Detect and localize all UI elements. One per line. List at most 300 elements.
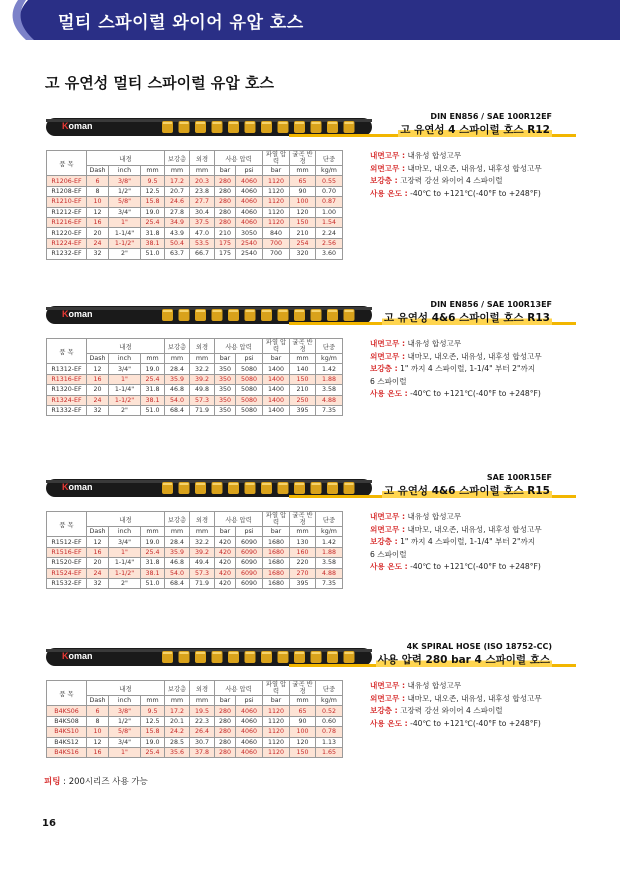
table-cell: 53.5 [190,238,215,248]
table-cell: 39.2 [190,547,215,557]
table-cell: 5080 [236,395,263,405]
unit-cell: bar [215,166,236,176]
desc-line [370,549,576,562]
table-cell: 1680 [263,537,290,547]
desc-key: 내면고무 : [370,512,406,521]
table-cell: 39.2 [190,374,215,384]
table-cell: 90 [290,716,316,726]
table-cell: 175 [215,249,236,259]
unit-cell: bar [215,696,236,706]
table-cell: 210 [290,228,316,238]
table-cell: 38.1 [141,395,165,405]
table-cell: 1120 [263,176,290,186]
desc-key: 사용 온도 : [370,718,408,728]
table-cell: 1400 [263,374,290,384]
table-cell: 20 [87,385,109,395]
desc-line [370,693,576,706]
table-cell: R1532-EF [47,578,87,588]
desc-value: 내마모, 내오존, 내유성, 내후성 합성고무 [405,524,542,534]
desc-line [370,150,576,163]
standard-label: DIN EN856 / SAE 100R13EF [430,300,552,309]
col-weight: 단중 [316,681,343,696]
table-row [47,547,343,557]
table-cell: R1312-EF [47,364,87,374]
unit-cell: Dash [87,527,109,537]
table-cell: 2" [109,405,141,415]
table-cell: 100 [290,197,316,207]
table-cell: 395 [290,578,316,588]
col-outer: 외경 [190,151,215,166]
table-cell: 37.5 [190,217,215,227]
table-cell: 1120 [263,207,290,217]
table-cell: 17.2 [165,706,190,716]
table-cell: 420 [215,558,236,568]
table-cell: 4060 [236,727,263,737]
table-cell: 16 [87,547,109,557]
table-cell: 31.8 [141,385,165,395]
table-row [47,238,343,248]
table-row [47,568,343,578]
table-row [47,385,343,395]
desc-line [370,338,576,351]
col-outer: 외경 [190,339,215,354]
table-cell: 6 [87,706,109,716]
table-cell: 5080 [236,364,263,374]
table-cell: R1512-EF [47,537,87,547]
table-cell: 9.5 [141,176,165,186]
unit-cell: inch [109,527,141,537]
table-cell: 150 [290,217,316,227]
table-cell: R1324-EF [47,395,87,405]
col-product: 품 목 [47,681,87,706]
unit-cell: mm [290,696,316,706]
table-cell: 5/8" [109,727,141,737]
col-reinforce: 보강층 [165,512,190,527]
desc-key: 보강층 : [370,364,398,374]
table-cell: 46.8 [165,558,190,568]
spec-description [370,150,576,200]
table-cell: 1400 [263,405,290,415]
fitting-label: 피팅 [44,777,61,787]
table-cell: 1120 [263,706,290,716]
table-row [47,727,343,737]
unit-cell: kg/m [316,696,343,706]
desc-line [370,376,576,389]
table-cell: B4KS10 [47,727,87,737]
desc-value: 고장력 강선 와이어 4 스파이럴 [397,706,503,716]
col-outer: 외경 [190,681,215,696]
table-cell: 0.55 [316,176,343,186]
table-cell: 1.65 [316,747,343,757]
table-cell: 32.2 [190,537,215,547]
col-product: 품 목 [47,339,87,364]
table-cell: B4KS12 [47,737,87,747]
desc-key: 외면고무 : [370,351,406,361]
unit-cell: psi [236,527,263,537]
unit-cell: mm [165,354,190,364]
table-cell: 38.1 [141,238,165,248]
table-cell: 1-1/2" [109,238,141,248]
spec-description [370,680,576,730]
table-cell: 210 [215,228,236,238]
table-cell: 32 [87,249,109,259]
col-burst: 파열 압력 [263,512,290,527]
col-bend: 굴곡 반경 [290,681,316,696]
spec-table [46,338,343,416]
page-heading: 고 유연성 멀티 스파이럴 유압 호스 [45,74,274,92]
col-product: 품 목 [47,512,87,537]
table-cell: 840 [263,228,290,238]
table-cell: 19.0 [141,537,165,547]
desc-key: 외면고무 : [370,163,406,173]
brand-logo: Koman [62,651,93,661]
col-working-pressure: 사용 압력 [215,512,263,527]
header-title: 멀티 스파이럴 와이어 유압 호스 [58,13,304,33]
table-cell: 1120 [263,747,290,757]
table-cell: R1224-EF [47,238,87,248]
desc-value: 내마모, 내오존, 내유성, 내후성 합성고무 [405,163,542,173]
desc-value: 고장력 강선 와이어 4 스파이럴 [397,176,503,186]
table-cell: 12 [87,364,109,374]
table-cell: 1-1/4" [109,228,141,238]
table-cell: 30.7 [190,737,215,747]
table-cell: 28.5 [165,737,190,747]
brand-logo: Koman [62,121,93,131]
table-cell: 54.0 [165,568,190,578]
table-cell: 24 [87,238,109,248]
table-cell: 1" [109,547,141,557]
desc-value: 6 스파이럴 [370,549,407,559]
table-cell: 49.4 [190,558,215,568]
desc-line [370,705,576,718]
table-cell: 8 [87,716,109,726]
page-header [0,0,620,40]
table-cell: 280 [215,217,236,227]
table-cell: 350 [215,395,236,405]
table-cell: 320 [290,249,316,259]
table-cell: 2540 [236,249,263,259]
table-cell: 250 [290,395,316,405]
table-cell: 3/8" [109,706,141,716]
table-cell: 1.88 [316,547,343,557]
table-row [47,364,343,374]
table-cell: 420 [215,578,236,588]
section-subtitle: 고 유연성 4 스파이럴 호스 R12 [400,124,550,136]
table-cell: 5080 [236,385,263,395]
table-row [47,558,343,568]
unit-cell: psi [236,354,263,364]
spec-table [46,680,343,758]
desc-value: -40℃ to +121℃(-40°F to +248°F) [407,389,541,399]
table-cell: 6 [87,176,109,186]
table-cell: R1520-EF [47,558,87,568]
table-cell: 1400 [263,395,290,405]
table-cell: 7.35 [316,405,343,415]
table-cell: 90 [290,186,316,196]
table-row [47,228,343,238]
table-cell: 35.9 [165,374,190,384]
table-cell: R1232-EF [47,249,87,259]
desc-key: 외면고무 : [370,693,406,703]
table-cell: 6090 [236,578,263,588]
table-cell: 1.42 [316,364,343,374]
table-cell: 30.4 [190,207,215,217]
table-cell: 19.0 [141,207,165,217]
table-cell: 4.88 [316,568,343,578]
table-cell: R1524-EF [47,568,87,578]
unit-cell: Dash [87,696,109,706]
table-cell: 1-1/2" [109,568,141,578]
spec-table [46,511,343,589]
col-reinforce: 보강층 [165,339,190,354]
spec-description [370,511,576,574]
table-cell: 26.4 [190,727,215,737]
table-cell: 7.35 [316,578,343,588]
table-cell: 1120 [263,197,290,207]
page-number: 16 [42,818,56,829]
table-cell: 16 [87,374,109,384]
unit-cell: psi [236,696,263,706]
table-cell: B4KS16 [47,747,87,757]
desc-line [370,163,576,176]
unit-cell: mm [190,527,215,537]
table-cell: 57.3 [190,395,215,405]
table-row [47,186,343,196]
table-cell: B4KS08 [47,716,87,726]
table-cell: 1-1/2" [109,395,141,405]
desc-value: -40℃ to +121℃(-40°F to +248°F) [407,562,541,572]
col-inner: 내경 [87,512,165,527]
table-cell: 9.5 [141,706,165,716]
table-cell: 0.70 [316,186,343,196]
section-subtitle: 고 유연성 4&6 스파이럴 호스 R13 [383,312,550,324]
table-cell: 65 [290,176,316,186]
table-cell: 4.88 [316,395,343,405]
col-weight: 단중 [316,512,343,527]
desc-key: 내면고무 : [370,151,406,160]
unit-cell: mm [290,166,316,176]
table-cell: 15.8 [141,197,165,207]
col-reinforce: 보강층 [165,151,190,166]
desc-value: -40℃ to +121℃(-40°F to +248°F) [407,718,541,728]
table-cell: 24.2 [165,727,190,737]
table-row [47,578,343,588]
unit-cell: psi [236,166,263,176]
table-cell: 140 [290,364,316,374]
col-product: 품 목 [47,151,87,176]
desc-line [370,388,576,401]
table-cell: 280 [215,176,236,186]
col-inner: 내경 [87,681,165,696]
desc-key: 사용 온도 : [370,562,408,572]
desc-value: 내유성 합성고무 [405,512,462,521]
table-cell: 6090 [236,568,263,578]
brand-logo: Koman [62,482,93,492]
table-cell: 3050 [236,228,263,238]
desc-value: -40℃ to +121℃(-40°F to +248°F) [407,188,541,198]
table-row [47,716,343,726]
desc-key: 외면고무 : [370,524,406,534]
table-cell: 51.0 [141,249,165,259]
table-cell: 150 [290,374,316,384]
unit-cell: mm [190,166,215,176]
table-cell: 254 [290,238,316,248]
table-cell: 12 [87,207,109,217]
table-cell: 210 [290,385,316,395]
table-cell: 280 [215,706,236,716]
table-cell: 34.9 [165,217,190,227]
table-cell: 28.4 [165,364,190,374]
table-cell: 24 [87,395,109,405]
unit-cell: kg/m [316,354,343,364]
table-cell: 35.9 [165,547,190,557]
table-cell: 0.87 [316,197,343,207]
unit-cell: inch [109,696,141,706]
table-cell: 3/8" [109,176,141,186]
desc-value: 내유성 합성고무 [405,681,462,690]
col-burst: 파열 압력 [263,681,290,696]
table-cell: 51.0 [141,405,165,415]
table-cell: 20.3 [190,176,215,186]
table-cell: 27.7 [190,197,215,207]
desc-value: 내마모, 내오존, 내유성, 내후성 합성고무 [405,351,542,361]
table-cell: 1120 [263,737,290,747]
table-cell: 0.60 [316,716,343,726]
standard-label: 4K SPIRAL HOSE (ISO 18752-CC) [406,642,552,651]
desc-value: 내마모, 내오존, 내유성, 내후성 합성고무 [405,693,542,703]
table-cell: 420 [215,547,236,557]
table-cell: 280 [215,737,236,747]
table-cell: 51.0 [141,578,165,588]
desc-value: 내유성 합성고무 [405,151,462,160]
table-cell: 6090 [236,537,263,547]
fitting-text: : 200시리즈 사용 가능 [60,777,148,787]
desc-value: 1" 까지 4 스파이럴, 1-1/4" 부터 2"까지 [397,537,536,547]
desc-line [370,718,576,731]
table-cell: R1212-EF [47,207,87,217]
table-cell: 1" [109,747,141,757]
desc-value: 내유성 합성고무 [405,339,462,348]
desc-line [370,680,576,693]
table-cell: 1/2" [109,186,141,196]
table-cell: 1120 [263,716,290,726]
table-cell: 4060 [236,207,263,217]
standard-label: SAE 100R15EF [486,473,552,482]
table-cell: 19.0 [141,737,165,747]
table-cell: 46.8 [165,385,190,395]
col-burst: 파열 압력 [263,151,290,166]
table-cell: 5080 [236,405,263,415]
table-cell: 24.6 [165,197,190,207]
table-cell: R1332-EF [47,405,87,415]
table-cell: 1680 [263,568,290,578]
section-subtitle: 고 유연성 4&6 스파이럴 호스 R15 [383,485,550,497]
table-cell: 1400 [263,385,290,395]
col-bend: 굴곡 반경 [290,512,316,527]
table-cell: 10 [87,197,109,207]
table-cell: 1120 [263,217,290,227]
table-cell: 3/4" [109,364,141,374]
table-row [47,395,343,405]
table-cell: 68.4 [165,578,190,588]
unit-cell: mm [141,166,165,176]
unit-cell: bar [263,696,290,706]
table-cell: 270 [290,568,316,578]
table-cell: R1220-EF [47,228,87,238]
table-cell: 25.4 [141,547,165,557]
table-cell: 4060 [236,737,263,747]
table-cell: 12.5 [141,186,165,196]
desc-key: 보강층 : [370,176,398,186]
table-cell: 1.00 [316,207,343,217]
desc-line [370,351,576,364]
table-cell: 4060 [236,176,263,186]
brand-logo: Koman [62,309,93,319]
table-cell: 150 [290,747,316,757]
table-cell: 27.8 [165,207,190,217]
unit-cell: Dash [87,166,109,176]
table-cell: 700 [263,249,290,259]
table-cell: 4060 [236,197,263,207]
table-cell: 20.7 [165,186,190,196]
table-cell: 350 [215,374,236,384]
table-cell: R1206-EF [47,176,87,186]
table-cell: 1.54 [316,217,343,227]
spec-table [46,150,343,260]
table-cell: 19.0 [141,364,165,374]
table-cell: 1.42 [316,537,343,547]
table-cell: 220 [290,558,316,568]
col-bend: 굴곡 반경 [290,339,316,354]
desc-line [370,363,576,376]
table-cell: 130 [290,537,316,547]
table-cell: 16 [87,217,109,227]
table-cell: B4KS06 [47,706,87,716]
table-cell: 280 [215,716,236,726]
unit-cell: bar [263,527,290,537]
table-cell: 0.52 [316,706,343,716]
table-cell: 280 [215,747,236,757]
unit-cell: mm [290,354,316,364]
table-cell: 2.24 [316,228,343,238]
table-cell: 37.8 [190,747,215,757]
unit-cell: mm [165,696,190,706]
table-cell: 1-1/4" [109,385,141,395]
desc-value: 6 스파이럴 [370,376,407,386]
table-cell: 54.0 [165,395,190,405]
table-cell: 700 [263,238,290,248]
table-cell: 1/2" [109,716,141,726]
table-cell: 32 [87,578,109,588]
table-cell: 100 [290,727,316,737]
desc-key: 내면고무 : [370,681,406,690]
table-cell: 1" [109,217,141,227]
table-cell: 1120 [263,727,290,737]
table-row [47,249,343,259]
table-cell: 8 [87,186,109,196]
table-cell: 49.8 [190,385,215,395]
table-cell: 15.8 [141,727,165,737]
table-cell: 1-1/4" [109,558,141,568]
table-row [47,706,343,716]
table-cell: 120 [290,737,316,747]
table-cell: 38.1 [141,568,165,578]
table-cell: 420 [215,537,236,547]
table-cell: 4060 [236,747,263,757]
table-cell: 20 [87,228,109,238]
table-cell: 1680 [263,578,290,588]
unit-cell: mm [141,696,165,706]
